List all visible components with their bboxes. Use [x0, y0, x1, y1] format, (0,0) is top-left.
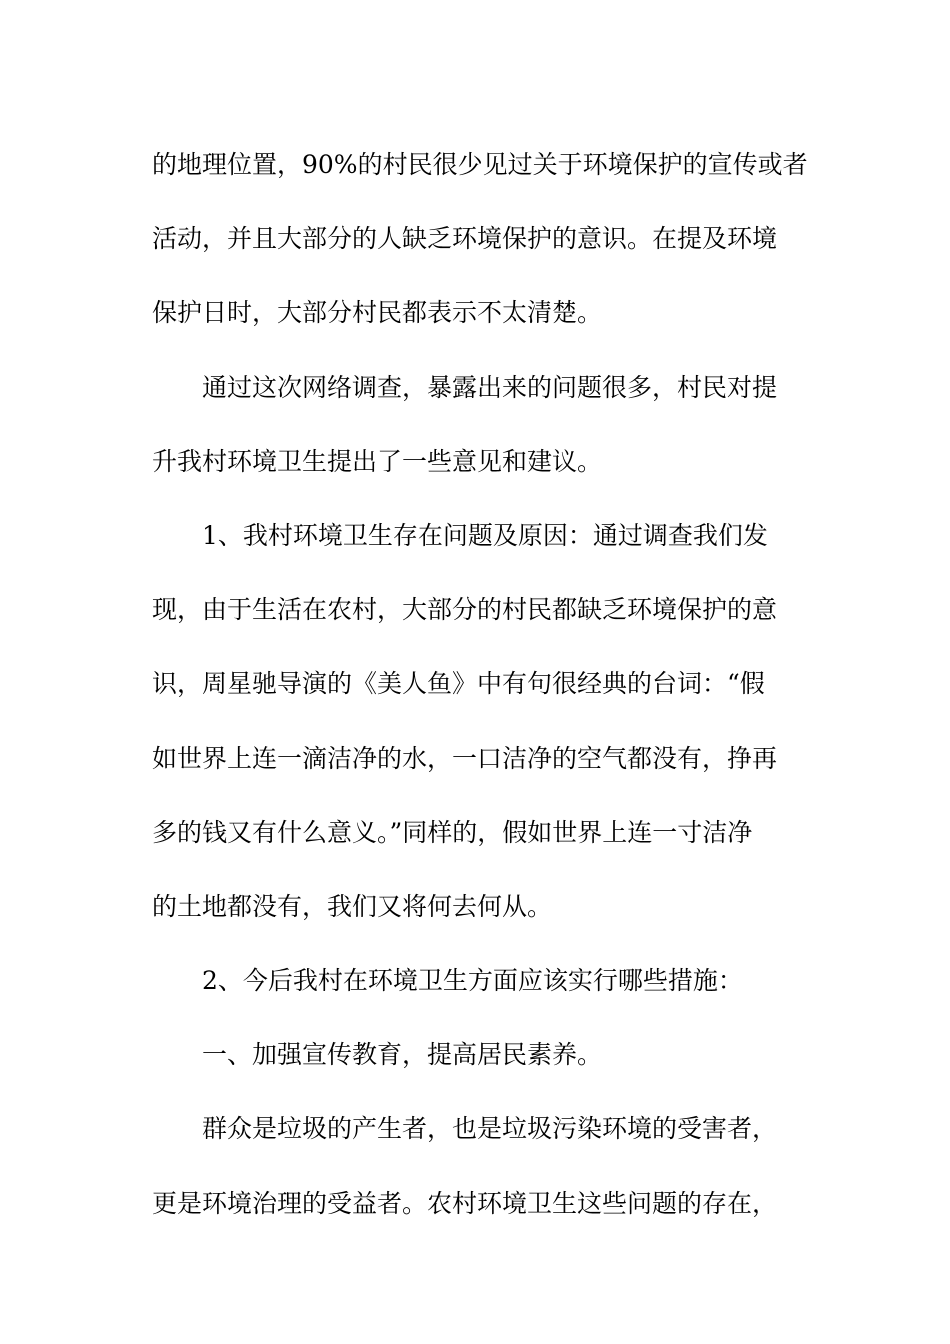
- paragraph-1-line-3: 保护日时，大部分村民都表示不太清楚。: [152, 298, 603, 328]
- paragraph-1-line-2: 活动，并且大部分的人缺乏环境保护的意识。在提及环境: [152, 224, 778, 254]
- paragraph-2-line-1: 通过这次网络调查，暴露出来的问题很多，村民对提: [202, 372, 778, 402]
- paragraph-2-line-2: 升我村环境卫生提出了一些意见和建议。: [152, 446, 603, 476]
- paragraph-3-line-4: 如世界上连一滴洁净的水，一口洁净的空气都没有，挣再: [152, 743, 778, 773]
- document-body: [152, 128, 808, 1241]
- paragraph-1-line-1: 的地理位置，90%的村民很少见过关于环境保护的宣传或者: [152, 150, 808, 179]
- paragraph-3-line-1: 1、我村环境卫生存在问题及原因：通过调查我们发: [202, 520, 768, 550]
- paragraph-3-line-2: 现，由于生活在农村，大部分的村民都缺乏环境保护的意: [152, 595, 778, 625]
- paragraph-3-line-6: 的土地都没有，我们又将何去何从。: [152, 891, 553, 921]
- paragraph-5-line-1: 群众是垃圾的产生者，也是垃圾污染环境的受害者，: [202, 1114, 778, 1144]
- paragraph-5-line-2: 更是环境治理的受益者。农村环境卫生这些问题的存在，: [152, 1188, 778, 1218]
- paragraph-3-line-3: 识，周星驰导演的《美人鱼》中有句很经典的台词：“假: [152, 669, 765, 699]
- paragraph-3-line-5: 多的钱又有什么意义。”同样的，假如世界上连一寸洁净: [152, 817, 753, 847]
- paragraph-4-line-1: 2、今后我村在环境卫生方面应该实行哪些措施：: [202, 966, 743, 996]
- section-heading: 一、加强宣传教育，提高居民素养。: [202, 1040, 603, 1070]
